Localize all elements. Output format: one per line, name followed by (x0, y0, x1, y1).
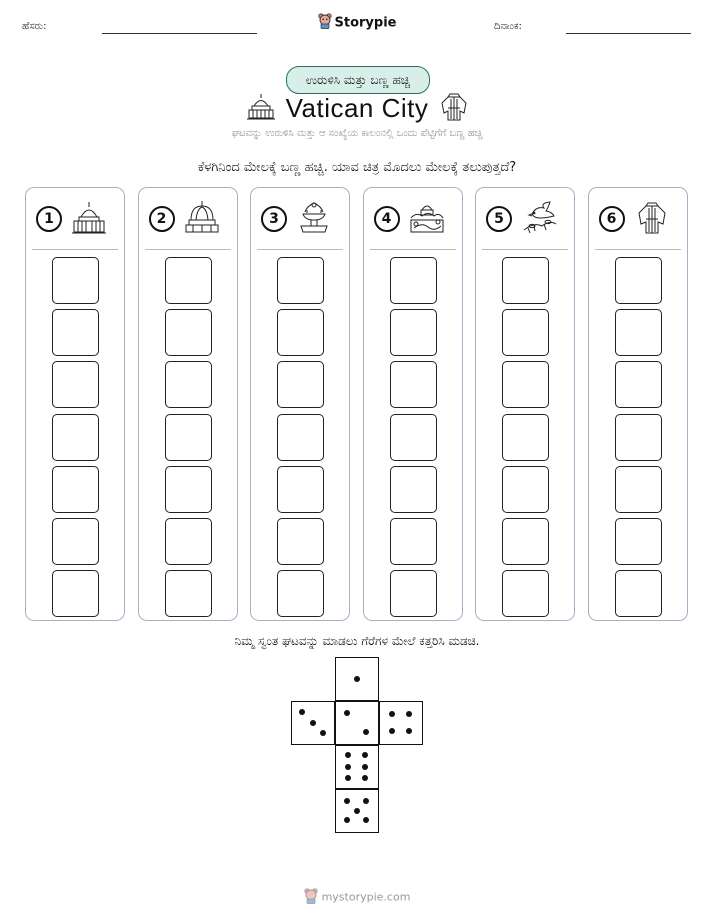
color-box[interactable] (502, 361, 549, 408)
name-label: ಹೆಸರು: (22, 21, 47, 32)
color-box[interactable] (52, 309, 99, 356)
color-box[interactable] (390, 257, 437, 304)
dove-icon (520, 200, 558, 236)
die-pip (344, 817, 350, 823)
die-pip (344, 710, 350, 716)
color-box[interactable] (390, 466, 437, 513)
color-box[interactable] (165, 257, 212, 304)
color-box[interactable] (277, 518, 324, 565)
die-pip (389, 728, 395, 734)
basilica-icon (70, 200, 108, 236)
brand-name: Storypie (334, 15, 397, 31)
color-box[interactable] (615, 257, 662, 304)
color-box[interactable] (615, 518, 662, 565)
color-box[interactable] (390, 518, 437, 565)
column-divider (370, 249, 456, 250)
die-pip (299, 709, 305, 715)
die-pip (320, 730, 326, 736)
color-box[interactable] (615, 466, 662, 513)
color-box[interactable] (52, 570, 99, 617)
color-box[interactable] (502, 466, 549, 513)
color-box[interactable] (52, 518, 99, 565)
column-number: 6 (599, 206, 625, 232)
color-box[interactable] (390, 414, 437, 461)
die-pip (354, 808, 360, 814)
activity-badge: ಉರುಳಿಸಿ ಮತ್ತು ಬಣ್ಣ ಹಚ್ಚಿ (286, 66, 430, 94)
guard-uniform-icon (633, 200, 671, 236)
die-instruction: ನಿಮ್ಮ ಸ್ವಂತ ಘಟವನ್ನು ಮಾಡಲು ಗೆರೆಗಳ ಮೇಲೆ ಕತ್ತರಿಸಿ ಮಡಚಿ. (234, 634, 480, 648)
color-box[interactable] (277, 466, 324, 513)
die-face-5 (335, 789, 379, 833)
date-line[interactable] (566, 33, 691, 34)
color-box[interactable] (502, 257, 549, 304)
color-box[interactable] (165, 361, 212, 408)
column-6 (588, 187, 688, 621)
page-title: Vatican City (285, 93, 429, 123)
column-4 (363, 187, 463, 621)
color-box[interactable] (277, 361, 324, 408)
column-divider (595, 249, 681, 250)
color-box[interactable] (502, 309, 549, 356)
die-pip (406, 711, 412, 717)
footer (0, 888, 714, 907)
die-pip (389, 711, 395, 717)
footer-url[interactable]: mystorypie.com (321, 890, 411, 904)
die-pip (344, 798, 350, 804)
color-box[interactable] (277, 309, 324, 356)
die-pip (363, 817, 369, 823)
color-box[interactable] (615, 570, 662, 617)
fountain-icon (295, 200, 333, 236)
die-pip (310, 720, 316, 726)
die-pip (345, 752, 351, 758)
color-box[interactable] (165, 518, 212, 565)
guard-uniform-title-icon (438, 91, 470, 127)
die-face-4 (379, 701, 423, 745)
die-pip (406, 728, 412, 734)
column-3 (250, 187, 350, 621)
column-1 (25, 187, 125, 621)
name-line[interactable] (102, 33, 257, 34)
die-face-2 (335, 701, 379, 745)
die-pip (354, 676, 360, 682)
column-divider (482, 249, 568, 250)
die-pip (363, 729, 369, 735)
die-pip (345, 775, 351, 781)
column-5 (475, 187, 575, 621)
question: ಕೆಳಗಿನಿಂದ ಮೇಲಕ್ಕೆ ಬಣ್ಣ ಹಚ್ಚಿ. ಯಾವ ಚಿತ್ರ ಮೊದಲು ಮೇಲಕ್ಕೆ ತಲುಪುತ್ತದೆ? (197, 160, 517, 175)
garden-icon (408, 200, 446, 236)
bear-footer-icon (304, 888, 318, 907)
color-box[interactable] (502, 570, 549, 617)
column-number: 5 (486, 206, 512, 232)
color-box[interactable] (52, 414, 99, 461)
column-2 (138, 187, 238, 621)
color-box[interactable] (277, 257, 324, 304)
dome-icon (183, 200, 221, 236)
brand-logo (0, 13, 714, 33)
column-divider (257, 249, 343, 250)
bear-logo-icon (318, 13, 332, 33)
column-number: 2 (149, 206, 175, 232)
color-box[interactable] (502, 518, 549, 565)
column-divider (145, 249, 231, 250)
color-box[interactable] (502, 414, 549, 461)
color-box[interactable] (390, 570, 437, 617)
date-label: ದಿನಾಂಕ: (494, 21, 522, 32)
color-box[interactable] (52, 466, 99, 513)
color-box[interactable] (165, 466, 212, 513)
color-box[interactable] (277, 570, 324, 617)
subtitle: ಘಟವನ್ನು ಉರುಳಿಸಿ ಮತ್ತು ಆ ಸಂಖ್ಯೆಯ ಕಾಲಂನಲ್ಲಿ ಒಂದು ಪೆಟ್ಟಿಗೆಗೆ ಬಣ್ಣ ಹಚ್ಚಿ (231, 128, 483, 139)
die-face-6 (335, 745, 379, 789)
color-box[interactable] (390, 361, 437, 408)
die-pip (363, 798, 369, 804)
die-pip (362, 764, 368, 770)
die-face-1 (335, 657, 379, 701)
color-box[interactable] (52, 361, 99, 408)
color-box[interactable] (615, 361, 662, 408)
column-number: 1 (36, 206, 62, 232)
die-pip (362, 775, 368, 781)
color-box[interactable] (165, 309, 212, 356)
column-divider (32, 249, 118, 250)
column-number: 3 (261, 206, 287, 232)
color-box[interactable] (615, 309, 662, 356)
color-box[interactable] (277, 414, 324, 461)
color-box[interactable] (165, 414, 212, 461)
die-face-3 (291, 701, 335, 745)
color-box[interactable] (165, 570, 212, 617)
color-box[interactable] (52, 257, 99, 304)
color-box[interactable] (615, 414, 662, 461)
color-box[interactable] (390, 309, 437, 356)
column-number: 4 (374, 206, 400, 232)
die-pip (362, 752, 368, 758)
die-pip (345, 764, 351, 770)
